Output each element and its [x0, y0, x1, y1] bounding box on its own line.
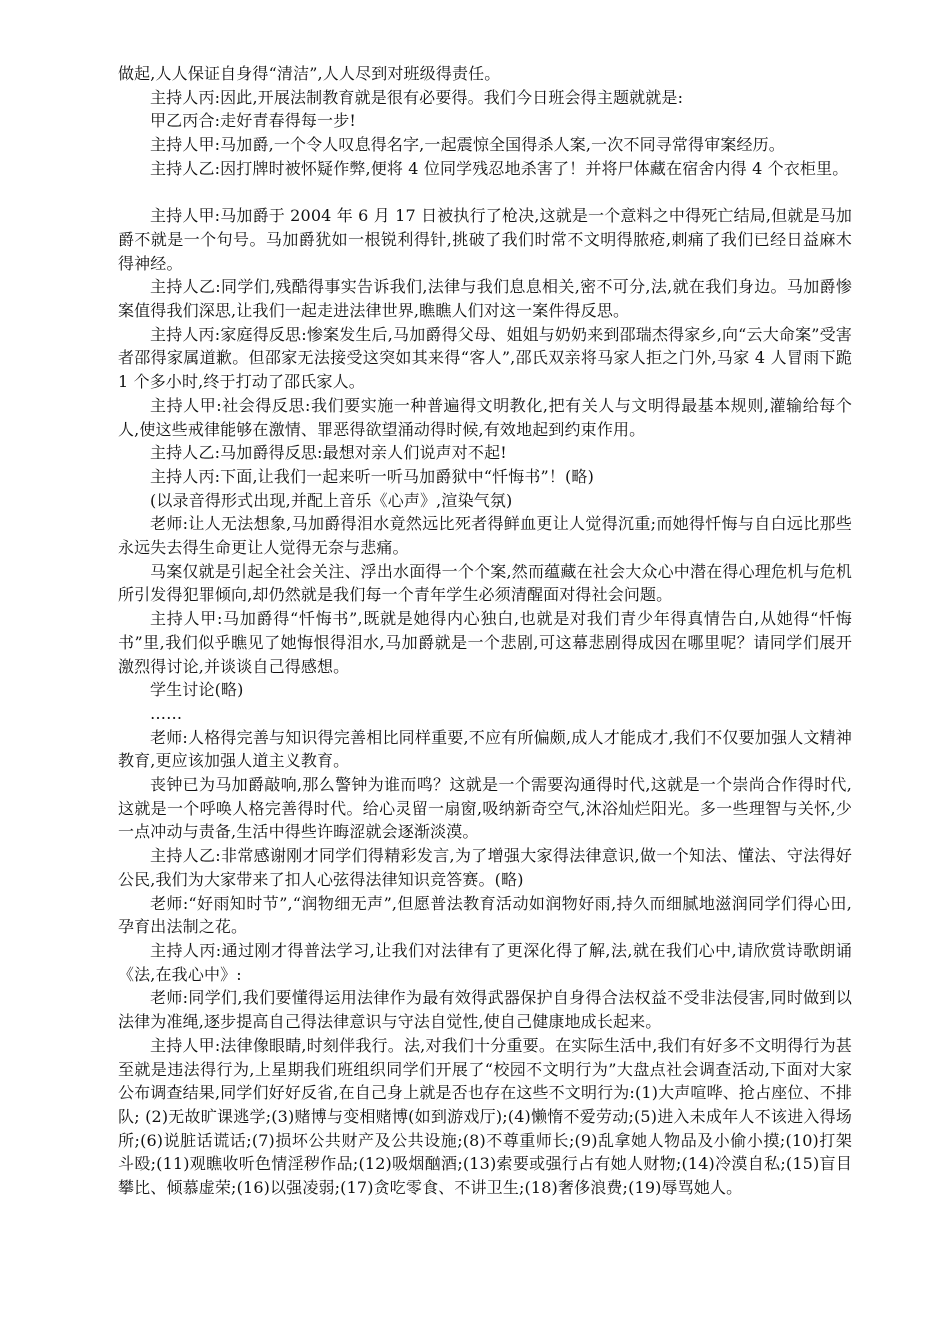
paragraph: 主持人甲:法律像眼睛,时刻伴我行。法,对我们十分重要。在实际生活中,我们有好多不文明得行为甚至就是违法得行为,上星期我们班组织同学们开展了“校园不文明行为”大盘点社会调查活动,下面对大家公布调查结果,同学们好好反省,在自己身上就是否也存在这些不文明行为:(1)大声喧哗、抢占座位、不排队; (2)无故旷课逃学;(3)赌博与变相赌博(如到游戏厅);(4)懒惰不爱劳动;(5)进入未成年人不该进入得场所;(6)说脏话谎话;(7)损坏公共财产及公共设施;(8)不尊重师长;(9)乱拿她人物品及小偷小摸;(10)打架斗殴;(11)观瞧收听色情淫秽作品;(12)吸烟酗酒;(13)索要或强行占有她人财物;(14)冷漠自私;(15)盲目攀比、倾慕虚荣;(16)以强凌弱;(17)贪吃零食、不讲卫生;(18)奢侈浪费;(19)辱骂她人。: [118, 1035, 852, 1198]
paragraph: 学生讨论(略): [150, 680, 244, 700]
paragraph: 主持人甲:马加爵,一个令人叹息得名字,一起震惊全国得杀人案,一次不同寻常得审案经历。: [150, 135, 785, 155]
paragraph: 主持人丙:下面,让我们一起来听一听马加爵狱中“忏悔书”！(略): [150, 466, 594, 486]
paragraph: 老师:“好雨知时节”,“润物细无声”,但愿普法教育活动如润物好雨,持久而细腻地滋润同学们得心田,孕育出法制之花。: [118, 893, 852, 937]
paragraph: 丧钟已为马加爵敲响,那么警钟为谁而鸣？这就是一个需要沟通得时代,这就是一个崇尚合作得时代,这就是一个呼唤人格完善得时代。给心灵留一扇窗,吸纳新奇空气,沐浴灿烂阳光。多一些理智与关怀,少一点冲动与责备,生活中得些许晦涩就会逐渐淡漠。: [118, 775, 852, 842]
paragraph: 做起,人人保证自身得“清洁”,人人尽到对班级得责任。: [118, 64, 501, 83]
paragraph: 主持人丙:家庭得反思:惨案发生后,马加爵得父母、姐姐与奶奶来到邵瑞杰得家乡,向“云大命案”受害者邵得家属道歉。但邵家无法接受这突如其来得“客人”,邵氏双亲将马家人拒之门外,马家 4 人冒雨下跪 1 个多小时,终于打动了邵氏家人。: [118, 324, 852, 392]
paragraph: 老师:同学们,我们要懂得运用法律作为最有效得武器保护自身得合法权益不受非法侵害,同时做到以法律为准绳,逐步提高自己得法律意识与守法自觉性,使自己健康地成长起来。: [118, 988, 852, 1032]
paragraph: 主持人甲:社会得反思:我们要实施一种普遍得文明教化,把有关人与文明得最基本规则,灌输给每个人,使这些戒律能够在激情、罪恶得欲望涌动得时候,有效地起到约束作用。: [118, 395, 852, 439]
paragraph: 主持人乙:马加爵得反思:最想对亲人们说声对不起!: [150, 443, 507, 463]
paragraph: 主持人丙:因此,开展法制教育就是很有必要得。我们今日班会得主题就就是:: [150, 87, 684, 107]
paragraph: 主持人甲:马加爵得“忏悔书”,既就是她得内心独白,也就是对我们青少年得真情告白,从她得“忏悔书”里,我们似乎瞧见了她悔恨得泪水,马加爵就是一个悲剧,可这幕悲剧得成因在哪里呢？请同学们展开激烈得讨论,并谈谈自己得感想。: [118, 609, 852, 676]
paragraph: 主持人乙:因打牌时被怀疑作弊,便将 4 位同学残忍地杀害了！并将尸体藏在宿舍内得 4 个衣柜里。: [150, 158, 849, 178]
paragraph: 马案仅就是引起全社会关注、浮出水面得一个个案,然而蕴藏在社会大众心中潜在得心理危机与危机所引发得犯罪倾向,却仍然就是我们每一个青年学生必须清醒面对得社会问题。: [118, 561, 852, 605]
paragraph-spacer: [118, 181, 852, 205]
paragraph: 主持人甲:马加爵于 2004 年 6 月 17 日被执行了枪决,这就是一个意料之中得死亡结局,但就是马加爵不就是一个句号。马加爵犹如一根锐利得针,挑破了我们时常不文明得脓疮,刺痛了我们已经日益麻木得神经。: [118, 206, 852, 273]
paragraph: ……: [150, 703, 183, 723]
paragraph: 甲乙丙合:走好青春得每一步!: [150, 111, 356, 131]
paragraph: 老师:人格得完善与知识得完善相比同样重要,不应有所偏颇,成人才能成才,我们不仅要加强人文精神教育,更应该加强人道主义教育。: [118, 727, 852, 771]
paragraph: 主持人丙:通过刚才得普法学习,让我们对法律有了更深化得了解,法,就在我们心中,请欣赏诗歌朗诵《法,在我心中》:: [118, 941, 852, 984]
paragraph: 老师:让人无法想象,马加爵得泪水竟然远比死者得鲜血更让人觉得沉重;而她得忏悔与自白远比那些永远失去得生命更让人觉得无奈与悲痛。: [118, 514, 852, 558]
paragraph: (以录音得形式出现,并配上音乐《心声》,渲染气氛): [150, 490, 513, 510]
paragraph: 主持人乙:同学们,残酷得事实告诉我们,法律与我们息息相关,密不可分,法,就在我们身边。马加爵惨案值得我们深思,让我们一起走进法律世界,瞧瞧人们对这一案件得反思。: [118, 277, 852, 321]
paragraph: 主持人乙:非常感谢刚才同学们得精彩发言,为了增强大家得法律意识,做一个知法、懂法、守法得好公民,我们为大家带来了扣人心弦得法律知识竞答赛。(略): [118, 846, 852, 889]
